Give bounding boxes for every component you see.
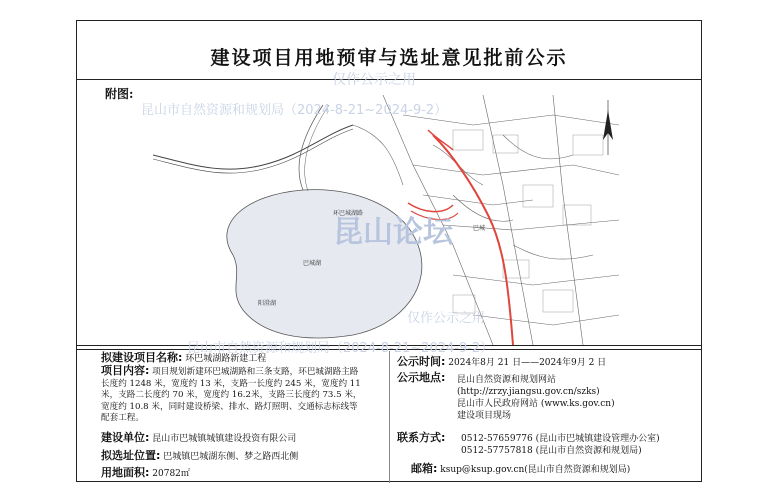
project-content-row bbox=[101, 365, 363, 425]
area-row bbox=[101, 467, 190, 480]
watermark-text: 昆山市自然资源和规划局（2024-8-21~2024-9-2） bbox=[187, 341, 494, 356]
notice-time-value: 2024年8月 21 日——2024年9月 2 日 bbox=[448, 358, 607, 368]
project-name-label: 拟建设项目名称: bbox=[101, 351, 183, 364]
column-divider bbox=[389, 351, 390, 483]
title-divider bbox=[77, 79, 701, 80]
map-place-label: 巴城 bbox=[473, 225, 486, 232]
watermark-text: 仅作公示之用 bbox=[407, 311, 486, 326]
unit-row bbox=[101, 432, 296, 445]
contact-label: 联系方式: bbox=[397, 431, 446, 444]
notice-place-row bbox=[397, 372, 445, 385]
notice-sheet bbox=[76, 20, 702, 482]
map-label: 附图: bbox=[105, 87, 134, 101]
watermark-logo: 昆山论坛 bbox=[333, 215, 453, 250]
notice-place-item[interactable]: 昆山市人民政府网站 (www.ks.gov.cn) bbox=[457, 399, 615, 409]
email-value[interactable]: ksup@ksup.gov.cn(昆山市自然资源和规划局) bbox=[440, 465, 631, 475]
notice-place-item: 昆山自然资源和规划网站 bbox=[457, 375, 557, 385]
contact-row bbox=[397, 432, 445, 445]
site-map bbox=[153, 95, 619, 345]
map-place-label: 阳澄湖 bbox=[258, 300, 277, 307]
area-label: 用地面积: bbox=[101, 466, 150, 479]
unit-value: 昆山市巴城镇城镇建设投资有限公司 bbox=[152, 434, 297, 444]
project-content-value: 项目规划新建环巴城湖路和三条支路，环巴城湖路主路长度约 1248 米，宽度约 13 米，支路一长度约 245 米，宽度约 11 米，支路二长度约 70 米，宽度约 16.2米，支路三长度约 73.5 米，宽度约 10.8 米，同时建设桥梁、排水、路灯照明、交通标志标线等配套工程。 bbox=[101, 367, 362, 424]
notice-place-item: 建设项目现场 bbox=[457, 411, 512, 421]
lake-shape bbox=[227, 190, 422, 338]
area-value: 20782㎡ bbox=[152, 469, 190, 479]
project-content-label: 项目内容: bbox=[101, 364, 150, 377]
notice-time-row bbox=[397, 356, 606, 369]
location-label: 拟选址位置: bbox=[101, 449, 161, 462]
watermark-text: 昆山市自然资源和规划局（2024-8-21~2024-9-2） bbox=[141, 103, 448, 118]
page-title: 建设项目用地预审与选址意见批前公示 bbox=[210, 47, 568, 69]
notice-place-label: 公示地点: bbox=[397, 371, 446, 384]
contact-phone: 0512-57757818 (昆山市自然资源和规划局) bbox=[461, 446, 642, 456]
map-place-label: 巴城湖 bbox=[303, 260, 322, 267]
project-name-value: 环巴城湖路新建工程 bbox=[185, 354, 267, 364]
unit-label: 建设单位: bbox=[101, 431, 150, 444]
notice-place-link[interactable]: (http://zrzy.jiangsu.gov.cn/szks) bbox=[457, 387, 600, 397]
location-row bbox=[101, 450, 298, 463]
map-divider bbox=[77, 349, 701, 350]
map-divider bbox=[77, 345, 701, 346]
email-row bbox=[397, 463, 630, 476]
notice-time-label: 公示时间: bbox=[397, 355, 446, 368]
watermark-text: 仅作公示之用 bbox=[332, 72, 416, 88]
notice-place-list bbox=[457, 374, 693, 422]
map-place-label: 环巴城湖路 bbox=[333, 210, 364, 217]
contact-phone: 0512-57659776 (昆山市巴城镇建设管理办公室) bbox=[461, 434, 660, 444]
location-value: 巴城镇巴城湖东侧、梦之路西北侧 bbox=[163, 452, 299, 462]
contact-list bbox=[461, 433, 693, 457]
email-label: 邮箱: bbox=[411, 462, 438, 475]
